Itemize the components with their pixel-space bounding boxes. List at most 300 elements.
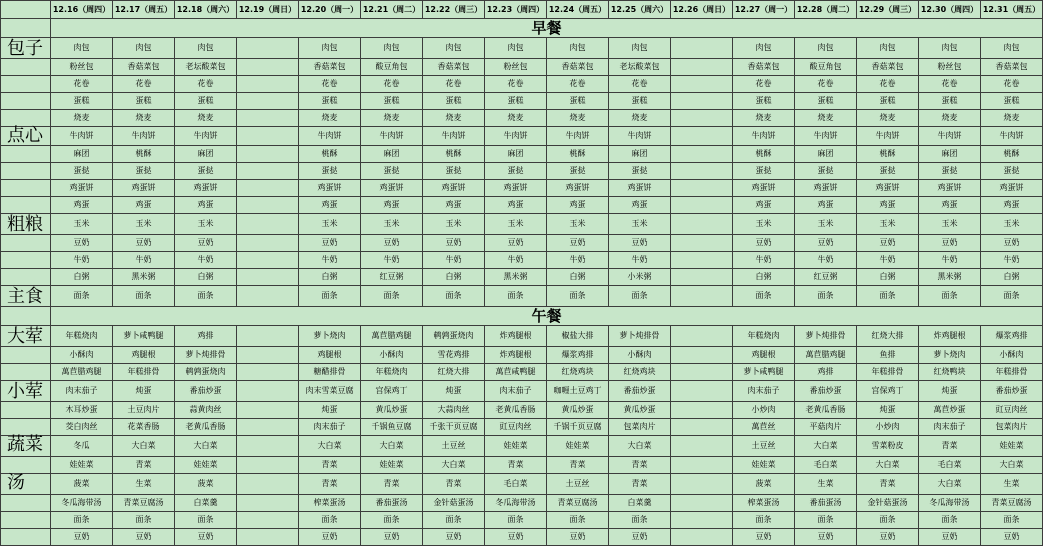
menu-item-cell: 大白菜 bbox=[857, 457, 919, 474]
menu-item-cell: 菠菜 bbox=[733, 474, 795, 495]
menu-item-cell: 萬苣腊鸡腿 bbox=[51, 364, 113, 381]
menu-item-cell: 年糕烧肉 bbox=[733, 326, 795, 347]
menu-item-cell: 面条 bbox=[175, 512, 237, 529]
menu-item-cell: 桃酥 bbox=[547, 146, 609, 163]
menu-item-cell bbox=[237, 38, 299, 59]
menu-item-cell: 青菜 bbox=[485, 457, 547, 474]
menu-item-cell bbox=[671, 286, 733, 307]
menu-item-cell: 牛奶 bbox=[175, 252, 237, 269]
menu-item-cell bbox=[237, 59, 299, 76]
menu-item-cell: 娃娃菜 bbox=[175, 457, 237, 474]
category-label bbox=[1, 512, 51, 529]
menu-item-cell: 年糕烧肉 bbox=[361, 364, 423, 381]
menu-item-cell: 豆奶 bbox=[361, 235, 423, 252]
menu-item-cell: 玉米 bbox=[299, 214, 361, 235]
menu-item-cell: 青菜豆腐汤 bbox=[113, 495, 175, 512]
menu-item-cell: 肉包 bbox=[361, 38, 423, 59]
menu-row bbox=[1, 59, 1043, 76]
menu-item-cell: 鸡蛋饼 bbox=[981, 180, 1043, 197]
menu-item-cell: 鸡腿根 bbox=[299, 347, 361, 364]
menu-item-cell: 青菜豆腐汤 bbox=[981, 495, 1043, 512]
menu-item-cell: 香菇菜包 bbox=[547, 59, 609, 76]
menu-item-cell bbox=[237, 326, 299, 347]
menu-item-cell: 大白菜 bbox=[113, 436, 175, 457]
menu-item-cell: 鸡蛋 bbox=[609, 197, 671, 214]
menu-item-cell: 萬苣腊鸡腿 bbox=[361, 326, 423, 347]
menu-item-cell: 豆奶 bbox=[857, 235, 919, 252]
menu-item-cell: 面条 bbox=[485, 512, 547, 529]
menu-row bbox=[1, 326, 1043, 347]
menu-item-cell: 蛋挞 bbox=[113, 163, 175, 180]
menu-item-cell: 鹌鹑蛋烧肉 bbox=[423, 326, 485, 347]
menu-item-cell: 番茄蛋汤 bbox=[795, 495, 857, 512]
menu-item-cell: 豆奶 bbox=[485, 529, 547, 546]
menu-item-cell: 土豆肉片 bbox=[113, 402, 175, 419]
menu-item-cell: 花卷 bbox=[175, 76, 237, 93]
menu-item-cell: 鸡蛋 bbox=[113, 197, 175, 214]
menu-item-cell: 面条 bbox=[361, 286, 423, 307]
menu-item-cell: 白粥 bbox=[733, 269, 795, 286]
menu-item-cell bbox=[237, 214, 299, 235]
menu-item-cell bbox=[671, 381, 733, 402]
menu-item-cell: 豆奶 bbox=[423, 235, 485, 252]
menu-item-cell: 茭白肉丝 bbox=[51, 419, 113, 436]
menu-item-cell: 桃酥 bbox=[857, 146, 919, 163]
menu-item-cell: 老坛酸菜包 bbox=[609, 59, 671, 76]
date-header-cell: 12.27（周一） bbox=[733, 1, 795, 19]
menu-item-cell: 冬瓜 bbox=[51, 436, 113, 457]
menu-item-cell: 青菜 bbox=[609, 457, 671, 474]
menu-item-cell: 肉包 bbox=[919, 38, 981, 59]
menu-item-cell: 娃娃菜 bbox=[485, 436, 547, 457]
meal-section-row bbox=[1, 307, 1043, 326]
menu-item-cell bbox=[237, 146, 299, 163]
menu-item-cell: 小酥肉 bbox=[609, 347, 671, 364]
menu-item-cell: 菠菜 bbox=[51, 474, 113, 495]
date-header-cell: 12.16（周四） bbox=[51, 1, 113, 19]
menu-item-cell: 番茄炒蛋 bbox=[981, 381, 1043, 402]
menu-item-cell: 土豆丝 bbox=[733, 436, 795, 457]
menu-item-cell bbox=[237, 110, 299, 127]
category-label bbox=[1, 146, 51, 163]
menu-item-cell: 麻团 bbox=[361, 146, 423, 163]
menu-row bbox=[1, 127, 1043, 146]
menu-item-cell: 牛肉饼 bbox=[609, 127, 671, 146]
menu-item-cell bbox=[671, 269, 733, 286]
menu-item-cell: 香菇菜包 bbox=[733, 59, 795, 76]
menu-item-cell: 桃酥 bbox=[423, 146, 485, 163]
menu-item-cell: 糖醋排骨 bbox=[299, 364, 361, 381]
menu-item-cell: 花卷 bbox=[919, 76, 981, 93]
menu-item-cell bbox=[671, 180, 733, 197]
menu-item-cell: 毛白菜 bbox=[485, 474, 547, 495]
date-header-cell: 12.26（周日） bbox=[671, 1, 733, 19]
menu-item-cell: 毛白菜 bbox=[795, 457, 857, 474]
menu-item-cell: 豆奶 bbox=[795, 529, 857, 546]
menu-item-cell bbox=[671, 197, 733, 214]
menu-item-cell: 红豆粥 bbox=[795, 269, 857, 286]
menu-item-cell: 鸡蛋饼 bbox=[51, 180, 113, 197]
menu-item-cell: 包菜肉片 bbox=[609, 419, 671, 436]
menu-item-cell: 萬苣丝 bbox=[733, 419, 795, 436]
menu-item-cell: 面条 bbox=[857, 286, 919, 307]
menu-item-cell: 玉米 bbox=[857, 214, 919, 235]
menu-item-cell: 花卷 bbox=[981, 76, 1043, 93]
menu-item-cell: 面条 bbox=[919, 286, 981, 307]
date-header-cell: 12.29（周三） bbox=[857, 1, 919, 19]
menu-item-cell: 肉包 bbox=[981, 38, 1043, 59]
menu-item-cell: 蛋挞 bbox=[609, 163, 671, 180]
menu-item-cell bbox=[671, 59, 733, 76]
menu-item-cell: 小炒肉 bbox=[733, 402, 795, 419]
menu-item-cell: 鸡蛋饼 bbox=[175, 180, 237, 197]
menu-item-cell: 金针菇蛋汤 bbox=[857, 495, 919, 512]
category-label bbox=[1, 59, 51, 76]
menu-row bbox=[1, 93, 1043, 110]
menu-item-cell: 蛋糕 bbox=[299, 93, 361, 110]
menu-item-cell: 炸鸡腿根 bbox=[485, 326, 547, 347]
menu-item-cell: 烧麦 bbox=[733, 110, 795, 127]
menu-row bbox=[1, 286, 1043, 307]
menu-item-cell: 玉米 bbox=[795, 214, 857, 235]
menu-item-cell: 鸡蛋 bbox=[361, 197, 423, 214]
menu-item-cell: 花卷 bbox=[51, 76, 113, 93]
menu-item-cell: 玉米 bbox=[919, 214, 981, 235]
menu-item-cell: 面条 bbox=[795, 286, 857, 307]
menu-item-cell: 年糕排骨 bbox=[857, 364, 919, 381]
menu-row bbox=[1, 512, 1043, 529]
menu-item-cell: 香菇菜包 bbox=[299, 59, 361, 76]
menu-item-cell: 花卷 bbox=[113, 76, 175, 93]
menu-item-cell bbox=[671, 347, 733, 364]
menu-item-cell: 鸡蛋饼 bbox=[299, 180, 361, 197]
menu-item-cell: 面条 bbox=[981, 286, 1043, 307]
menu-item-cell bbox=[671, 402, 733, 419]
menu-item-cell: 肉末茄子 bbox=[299, 419, 361, 436]
date-header-cell: 12.20（周一） bbox=[299, 1, 361, 19]
menu-item-cell: 烧麦 bbox=[485, 110, 547, 127]
menu-item-cell: 牛肉饼 bbox=[795, 127, 857, 146]
menu-item-cell: 小米粥 bbox=[609, 269, 671, 286]
menu-item-cell: 玉米 bbox=[547, 214, 609, 235]
menu-item-cell: 肉包 bbox=[795, 38, 857, 59]
menu-item-cell: 萝卜咸鸭腿 bbox=[113, 326, 175, 347]
menu-item-cell: 大白菜 bbox=[981, 457, 1043, 474]
section-blank-cell bbox=[1, 307, 51, 326]
menu-item-cell: 黄瓜炒蛋 bbox=[547, 402, 609, 419]
menu-item-cell: 千张干页豆腐 bbox=[423, 419, 485, 436]
menu-item-cell: 牛肉饼 bbox=[361, 127, 423, 146]
menu-item-cell: 牛奶 bbox=[299, 252, 361, 269]
menu-item-cell: 爆浆鸡排 bbox=[547, 347, 609, 364]
menu-row bbox=[1, 347, 1043, 364]
menu-item-cell bbox=[671, 110, 733, 127]
menu-item-cell: 萝卜炖排骨 bbox=[175, 347, 237, 364]
menu-item-cell: 豆奶 bbox=[981, 235, 1043, 252]
menu-item-cell: 面条 bbox=[795, 512, 857, 529]
menu-item-cell: 宫保鸡丁 bbox=[857, 381, 919, 402]
menu-item-cell: 肉末茄子 bbox=[485, 381, 547, 402]
menu-item-cell: 面条 bbox=[733, 286, 795, 307]
category-label bbox=[1, 419, 51, 436]
menu-item-cell: 白菜羹 bbox=[175, 495, 237, 512]
menu-item-cell: 年糕烧肉 bbox=[51, 326, 113, 347]
menu-item-cell: 烧麦 bbox=[361, 110, 423, 127]
menu-item-cell: 红烧鸭块 bbox=[919, 364, 981, 381]
menu-item-cell bbox=[237, 364, 299, 381]
menu-item-cell: 青菜 bbox=[423, 474, 485, 495]
menu-item-cell: 红豆粥 bbox=[361, 269, 423, 286]
menu-item-cell bbox=[237, 252, 299, 269]
header-corner-cell bbox=[1, 1, 51, 19]
menu-item-cell: 肉包 bbox=[175, 38, 237, 59]
menu-item-cell: 牛奶 bbox=[423, 252, 485, 269]
menu-item-cell: 大蒜肉丝 bbox=[423, 402, 485, 419]
menu-item-cell: 黑米粥 bbox=[113, 269, 175, 286]
category-label bbox=[1, 235, 51, 252]
menu-item-cell: 玉米 bbox=[175, 214, 237, 235]
menu-item-cell: 炸鸡腿根 bbox=[919, 326, 981, 347]
menu-item-cell: 鸡腿根 bbox=[733, 347, 795, 364]
meal-section-title: 午餐 bbox=[51, 307, 1043, 326]
date-header-cell: 12.31（周五） bbox=[981, 1, 1043, 19]
date-header-cell: 12.30（周四） bbox=[919, 1, 981, 19]
menu-item-cell: 大白菜 bbox=[423, 457, 485, 474]
menu-item-cell: 玉米 bbox=[609, 214, 671, 235]
menu-item-cell bbox=[237, 76, 299, 93]
menu-item-cell: 豆奶 bbox=[795, 235, 857, 252]
meal-section-row bbox=[1, 19, 1043, 38]
menu-item-cell: 蛋糕 bbox=[485, 93, 547, 110]
menu-item-cell: 蛋糕 bbox=[733, 93, 795, 110]
menu-item-cell: 鸡蛋饼 bbox=[485, 180, 547, 197]
menu-item-cell: 黄瓜炒蛋 bbox=[609, 402, 671, 419]
menu-item-cell: 黑米粥 bbox=[485, 269, 547, 286]
menu-item-cell: 鸡蛋饼 bbox=[361, 180, 423, 197]
menu-item-cell: 烧麦 bbox=[919, 110, 981, 127]
menu-item-cell: 牛肉饼 bbox=[51, 127, 113, 146]
menu-item-cell: 蛋糕 bbox=[795, 93, 857, 110]
category-label bbox=[1, 180, 51, 197]
menu-item-cell: 牛肉饼 bbox=[547, 127, 609, 146]
menu-item-cell: 麻团 bbox=[175, 146, 237, 163]
menu-item-cell: 肉包 bbox=[423, 38, 485, 59]
menu-row bbox=[1, 495, 1043, 512]
menu-row bbox=[1, 457, 1043, 474]
menu-item-cell: 老坛酸菜包 bbox=[175, 59, 237, 76]
menu-item-cell: 蛋挞 bbox=[733, 163, 795, 180]
menu-item-cell: 玉米 bbox=[733, 214, 795, 235]
menu-item-cell: 玉米 bbox=[423, 214, 485, 235]
menu-item-cell: 小酥肉 bbox=[51, 347, 113, 364]
menu-item-cell: 面条 bbox=[485, 286, 547, 307]
menu-item-cell: 花卷 bbox=[423, 76, 485, 93]
menu-item-cell: 肉包 bbox=[733, 38, 795, 59]
menu-item-cell: 牛肉饼 bbox=[423, 127, 485, 146]
menu-item-cell: 玉米 bbox=[485, 214, 547, 235]
menu-item-cell: 肉包 bbox=[547, 38, 609, 59]
menu-item-cell: 老黄瓜香肠 bbox=[795, 402, 857, 419]
category-label: 汤 bbox=[1, 474, 51, 495]
menu-item-cell bbox=[237, 402, 299, 419]
menu-item-cell: 娃娃菜 bbox=[361, 457, 423, 474]
menu-item-cell: 肉包 bbox=[51, 38, 113, 59]
menu-item-cell: 大白菜 bbox=[361, 436, 423, 457]
menu-item-cell: 炖蛋 bbox=[919, 381, 981, 402]
menu-item-cell: 花菜香肠 bbox=[113, 419, 175, 436]
menu-item-cell bbox=[237, 495, 299, 512]
category-label: 蔬菜 bbox=[1, 436, 51, 457]
menu-item-cell: 红烧鸡块 bbox=[609, 364, 671, 381]
date-header-cell: 12.18（周六） bbox=[175, 1, 237, 19]
menu-item-cell: 年糕排骨 bbox=[981, 364, 1043, 381]
menu-item-cell: 牛肉饼 bbox=[733, 127, 795, 146]
menu-item-cell: 麻团 bbox=[795, 146, 857, 163]
menu-item-cell: 香菇菜包 bbox=[981, 59, 1043, 76]
menu-item-cell: 面条 bbox=[175, 286, 237, 307]
menu-item-cell: 牛奶 bbox=[857, 252, 919, 269]
menu-item-cell: 豆奶 bbox=[485, 235, 547, 252]
date-header-cell: 12.22（周三） bbox=[423, 1, 485, 19]
menu-item-cell: 牛奶 bbox=[981, 252, 1043, 269]
menu-item-cell: 生菜 bbox=[981, 474, 1043, 495]
menu-item-cell: 大白菜 bbox=[175, 436, 237, 457]
menu-item-cell: 毛白菜 bbox=[919, 457, 981, 474]
category-label bbox=[1, 402, 51, 419]
menu-item-cell: 鸡蛋饼 bbox=[857, 180, 919, 197]
menu-row bbox=[1, 269, 1043, 286]
menu-item-cell: 炸鸡腿根 bbox=[485, 347, 547, 364]
menu-item-cell: 烧麦 bbox=[113, 110, 175, 127]
menu-row bbox=[1, 235, 1043, 252]
menu-item-cell: 番茄蛋汤 bbox=[361, 495, 423, 512]
menu-item-cell: 花卷 bbox=[857, 76, 919, 93]
menu-item-cell: 青菜 bbox=[299, 474, 361, 495]
menu-item-cell bbox=[237, 235, 299, 252]
menu-item-cell bbox=[237, 269, 299, 286]
menu-item-cell bbox=[671, 512, 733, 529]
menu-item-cell bbox=[671, 76, 733, 93]
menu-item-cell: 麻团 bbox=[485, 146, 547, 163]
menu-item-cell: 麻团 bbox=[919, 146, 981, 163]
menu-item-cell: 豆奶 bbox=[547, 235, 609, 252]
menu-item-cell: 平菇肉片 bbox=[795, 419, 857, 436]
menu-item-cell: 鸡排 bbox=[175, 326, 237, 347]
menu-item-cell: 肉末茄子 bbox=[51, 381, 113, 402]
category-label: 大荤 bbox=[1, 326, 51, 347]
menu-item-cell: 咖喱土豆鸡丁 bbox=[547, 381, 609, 402]
menu-item-cell: 蛋挞 bbox=[175, 163, 237, 180]
menu-item-cell: 榨菜蛋汤 bbox=[299, 495, 361, 512]
menu-item-cell: 蛋挞 bbox=[485, 163, 547, 180]
menu-row bbox=[1, 110, 1043, 127]
menu-item-cell: 萝卜炖排骨 bbox=[795, 326, 857, 347]
menu-item-cell: 青菜 bbox=[857, 474, 919, 495]
menu-item-cell: 花卷 bbox=[547, 76, 609, 93]
menu-item-cell: 烧麦 bbox=[423, 110, 485, 127]
menu-item-cell: 蛋糕 bbox=[547, 93, 609, 110]
category-label bbox=[1, 110, 51, 127]
menu-item-cell: 菠菜 bbox=[175, 474, 237, 495]
menu-item-cell: 牛奶 bbox=[919, 252, 981, 269]
menu-row bbox=[1, 214, 1043, 235]
category-label: 小荤 bbox=[1, 381, 51, 402]
category-label bbox=[1, 93, 51, 110]
menu-item-cell: 年糕排骨 bbox=[113, 364, 175, 381]
menu-item-cell: 肉末茄子 bbox=[919, 419, 981, 436]
menu-item-cell: 肉包 bbox=[485, 38, 547, 59]
menu-item-cell: 白粥 bbox=[857, 269, 919, 286]
menu-item-cell: 鸡蛋饼 bbox=[795, 180, 857, 197]
menu-item-cell: 牛奶 bbox=[113, 252, 175, 269]
menu-item-cell: 豆奶 bbox=[51, 235, 113, 252]
menu-item-cell: 鸡蛋 bbox=[981, 197, 1043, 214]
menu-item-cell: 面条 bbox=[423, 512, 485, 529]
menu-item-cell: 萝卜咸鸭腿 bbox=[733, 364, 795, 381]
date-header-cell: 12.28（周二） bbox=[795, 1, 857, 19]
menu-item-cell: 花卷 bbox=[795, 76, 857, 93]
menu-item-cell: 白粥 bbox=[299, 269, 361, 286]
menu-item-cell: 豆奶 bbox=[733, 529, 795, 546]
date-header-cell: 12.24（周五） bbox=[547, 1, 609, 19]
category-label bbox=[1, 163, 51, 180]
menu-item-cell: 烧麦 bbox=[609, 110, 671, 127]
menu-item-cell: 牛肉饼 bbox=[113, 127, 175, 146]
menu-item-cell: 娃娃菜 bbox=[981, 436, 1043, 457]
category-label bbox=[1, 269, 51, 286]
menu-item-cell: 面条 bbox=[547, 286, 609, 307]
menu-item-cell: 宫保鸡丁 bbox=[361, 381, 423, 402]
menu-row bbox=[1, 381, 1043, 402]
menu-item-cell: 老黄瓜香肠 bbox=[485, 402, 547, 419]
category-label: 粗粮 bbox=[1, 214, 51, 235]
menu-item-cell: 牛奶 bbox=[361, 252, 423, 269]
menu-item-cell: 白粥 bbox=[547, 269, 609, 286]
menu-item-cell: 萝卜炖排骨 bbox=[609, 326, 671, 347]
menu-item-cell: 爆浆鸡排 bbox=[981, 326, 1043, 347]
menu-item-cell bbox=[671, 214, 733, 235]
menu-item-cell: 花卷 bbox=[299, 76, 361, 93]
menu-item-cell: 玉米 bbox=[51, 214, 113, 235]
meal-section-title: 早餐 bbox=[51, 19, 1043, 38]
section-blank-cell bbox=[1, 19, 51, 38]
category-label bbox=[1, 457, 51, 474]
menu-item-cell bbox=[671, 163, 733, 180]
menu-item-cell: 蛋挞 bbox=[299, 163, 361, 180]
menu-item-cell: 千锅千页豆腐 bbox=[547, 419, 609, 436]
menu-item-cell: 烧麦 bbox=[299, 110, 361, 127]
menu-item-cell: 金针菇蛋汤 bbox=[423, 495, 485, 512]
menu-item-cell bbox=[671, 436, 733, 457]
menu-item-cell bbox=[671, 38, 733, 59]
menu-item-cell: 青菜 bbox=[113, 457, 175, 474]
menu-item-cell: 面条 bbox=[423, 286, 485, 307]
menu-item-cell: 面条 bbox=[113, 286, 175, 307]
date-header-cell: 12.17（周五） bbox=[113, 1, 175, 19]
menu-item-cell bbox=[237, 286, 299, 307]
menu-item-cell: 蛋挞 bbox=[361, 163, 423, 180]
menu-item-cell bbox=[671, 235, 733, 252]
menu-item-cell bbox=[671, 457, 733, 474]
menu-item-cell: 鸡蛋 bbox=[795, 197, 857, 214]
menu-item-cell: 包菜肉片 bbox=[981, 419, 1043, 436]
menu-item-cell: 鸡排 bbox=[795, 364, 857, 381]
menu-item-cell bbox=[671, 419, 733, 436]
menu-item-cell: 面条 bbox=[361, 512, 423, 529]
menu-item-cell: 面条 bbox=[113, 512, 175, 529]
menu-item-cell: 蛋糕 bbox=[919, 93, 981, 110]
menu-item-cell: 鸡蛋饼 bbox=[547, 180, 609, 197]
